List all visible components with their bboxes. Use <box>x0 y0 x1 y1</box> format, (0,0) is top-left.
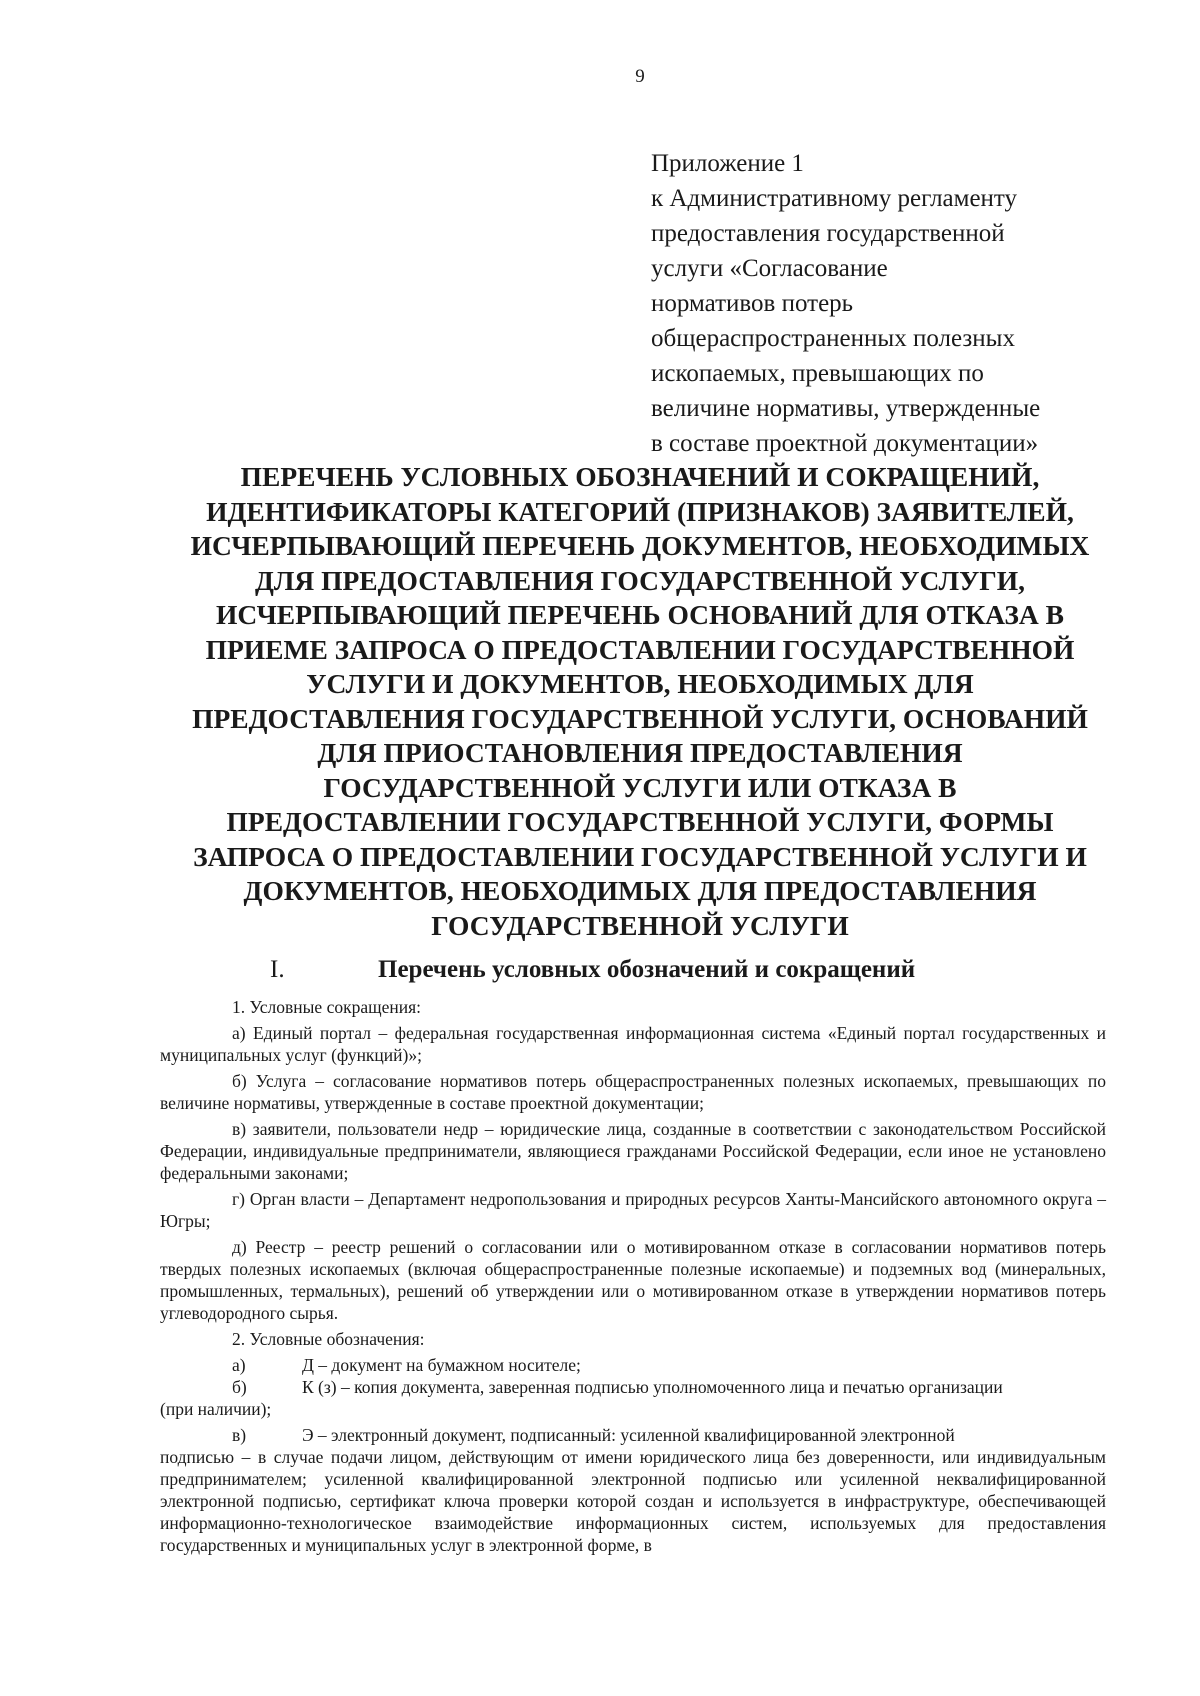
title-line: ПРИЕМЕ ЗАПРОСА О ПРЕДОСТАВЛЕНИИ ГОСУДАРСТВЕННОЙ <box>205 633 1075 665</box>
appendix-line: ископаемых, превышающих по <box>651 360 984 387</box>
page-number: 9 <box>635 66 645 87</box>
abbreviations-heading: 1. Условные сокращения: <box>232 997 421 1017</box>
section-heading <box>160 956 1110 984</box>
title-line: ДЛЯ ПРЕДОСТАВЛЕНИЯ ГОСУДАРСТВЕННОЙ УСЛУГИ, <box>254 564 1026 596</box>
symbol-marker: а) <box>232 1355 246 1375</box>
symbol-text-continuation: подписью – в случае подачи лицом, действующим от имени юридического лица без доверенности, или индивидуальным предпринимателем; усиленной квалифицированной электронной подписью или усиленной неквалифицированной электронной подписью, сертификат ключа проверки которой создан и используется в инфраструктуре, обеспечивающей информационно-технологическое взаимодействие информационных систем, используемых для предоставления государственных и муниципальных услуг в электронной форме, в <box>160 1447 1106 1555</box>
section-number: I. <box>270 956 285 983</box>
appendix-line: услуги «Согласование <box>651 255 888 282</box>
symbol-item <box>160 1424 1106 1556</box>
section-title: Перечень условных обозначений и сокращений <box>378 956 916 983</box>
symbols-heading: 2. Условные обозначения: <box>232 1329 425 1349</box>
symbol-marker: б) <box>232 1377 247 1397</box>
appendix-line: общераспространенных полезных <box>651 325 1015 352</box>
symbol-item <box>160 1376 1106 1420</box>
document-body <box>160 996 1106 1556</box>
symbol-text: К (з) – копия документа, заверенная подписью уполномоченного лица и печатью организации <box>302 1377 1003 1397</box>
title-line: ИСЧЕРПЫВАЮЩИЙ ПЕРЕЧЕНЬ ОСНОВАНИЙ ДЛЯ ОТКАЗА В <box>216 599 1064 630</box>
symbol-text: Э – электронный документ, подписанный: усиленной квалифицированной электронной <box>302 1425 955 1445</box>
appendix-line: в составе проектной документации» <box>651 430 1039 457</box>
appendix-line: Приложение 1 <box>651 150 804 177</box>
abbreviation-item: б) Услуга – согласование нормативов потерь общераспространенных полезных ископаемых, превышающих по величине нормативы, утвержденные в составе проектной документации; <box>160 1071 1106 1113</box>
symbol-item <box>160 1354 1106 1376</box>
title-line: УСЛУГИ И ДОКУМЕНТОВ, НЕОБХОДИМЫХ ДЛЯ <box>306 668 974 699</box>
title-line: ИСЧЕРПЫВАЮЩИЙ ПЕРЕЧЕНЬ ДОКУМЕНТОВ, НЕОБХОДИМЫХ <box>190 530 1090 561</box>
appendix-line: нормативов потерь <box>651 290 854 317</box>
appendix-line: предоставления государственной <box>651 220 1005 247</box>
abbreviation-item: д) Реестр – реестр решений о согласовании или о мотивированном отказе в согласовании нормативов потерь твердых полезных ископаемых (включая общераспространенные полезные ископаемые) и подземных вод (минеральных, промышленных, термальных), решений об утверждении или о мотивированном отказе в утверждении нормативов потерь углеводородного сырья. <box>160 1237 1106 1323</box>
appendix-reference <box>651 146 1171 461</box>
title-line: ЗАПРОСА О ПРЕДОСТАВЛЕНИИ ГОСУДАРСТВЕННОЙ УСЛУГИ И <box>193 840 1087 872</box>
abbreviation-item: в) заявители, пользователи недр – юридические лица, созданные в соответствии с законодательством Российской Федерации, индивидуальные предприниматели, являющиеся гражданами Российской Федерации, если иное не установлено федеральными законами; <box>160 1119 1106 1183</box>
appendix-line: к Административному регламенту <box>651 185 1018 212</box>
title-line: ГОСУДАРСТВЕННОЙ УСЛУГИ ИЛИ ОТКАЗА В <box>323 771 957 803</box>
symbol-text: Д – документ на бумажном носителе; <box>302 1355 581 1375</box>
symbol-marker: в) <box>232 1425 247 1445</box>
title-line: ПРЕДОСТАВЛЕНИИ ГОСУДАРСТВЕННОЙ УСЛУГИ, ФОРМЫ <box>226 806 1054 837</box>
abbreviation-item: г) Орган власти – Департамент недропользования и природных ресурсов Ханты-Мансийского автономного округа – Югры; <box>160 1189 1106 1231</box>
title-line: ПЕРЕЧЕНЬ УСЛОВНЫХ ОБОЗНАЧЕНИЙ И СОКРАЩЕНИЙ, <box>240 461 1040 492</box>
appendix-line: величине нормативы, утвержденные <box>651 395 1041 422</box>
title-line: ДОКУМЕНТОВ, НЕОБХОДИМЫХ ДЛЯ ПРЕДОСТАВЛЕНИЯ <box>243 875 1037 906</box>
symbol-text-continuation: (при наличии); <box>160 1399 272 1419</box>
title-line: ИДЕНТИФИКАТОРЫ КАТЕГОРИЙ (ПРИЗНАКОВ) ЗАЯВИТЕЛЕЙ, <box>206 495 1074 527</box>
title-line: ДЛЯ ПРИОСТАНОВЛЕНИЯ ПРЕДОСТАВЛЕНИЯ <box>317 737 963 768</box>
title-line: ПРЕДОСТАВЛЕНИЯ ГОСУДАРСТВЕННОЙ УСЛУГИ, ОСНОВАНИЙ <box>192 702 1088 734</box>
document-title <box>150 460 1130 943</box>
title-line: ГОСУДАРСТВЕННОЙ УСЛУГИ <box>431 909 849 941</box>
abbreviation-item: а) Единый портал – федеральная государственная информационная система «Единый портал государственных и муниципальных услуг (функций)»; <box>160 1023 1106 1065</box>
